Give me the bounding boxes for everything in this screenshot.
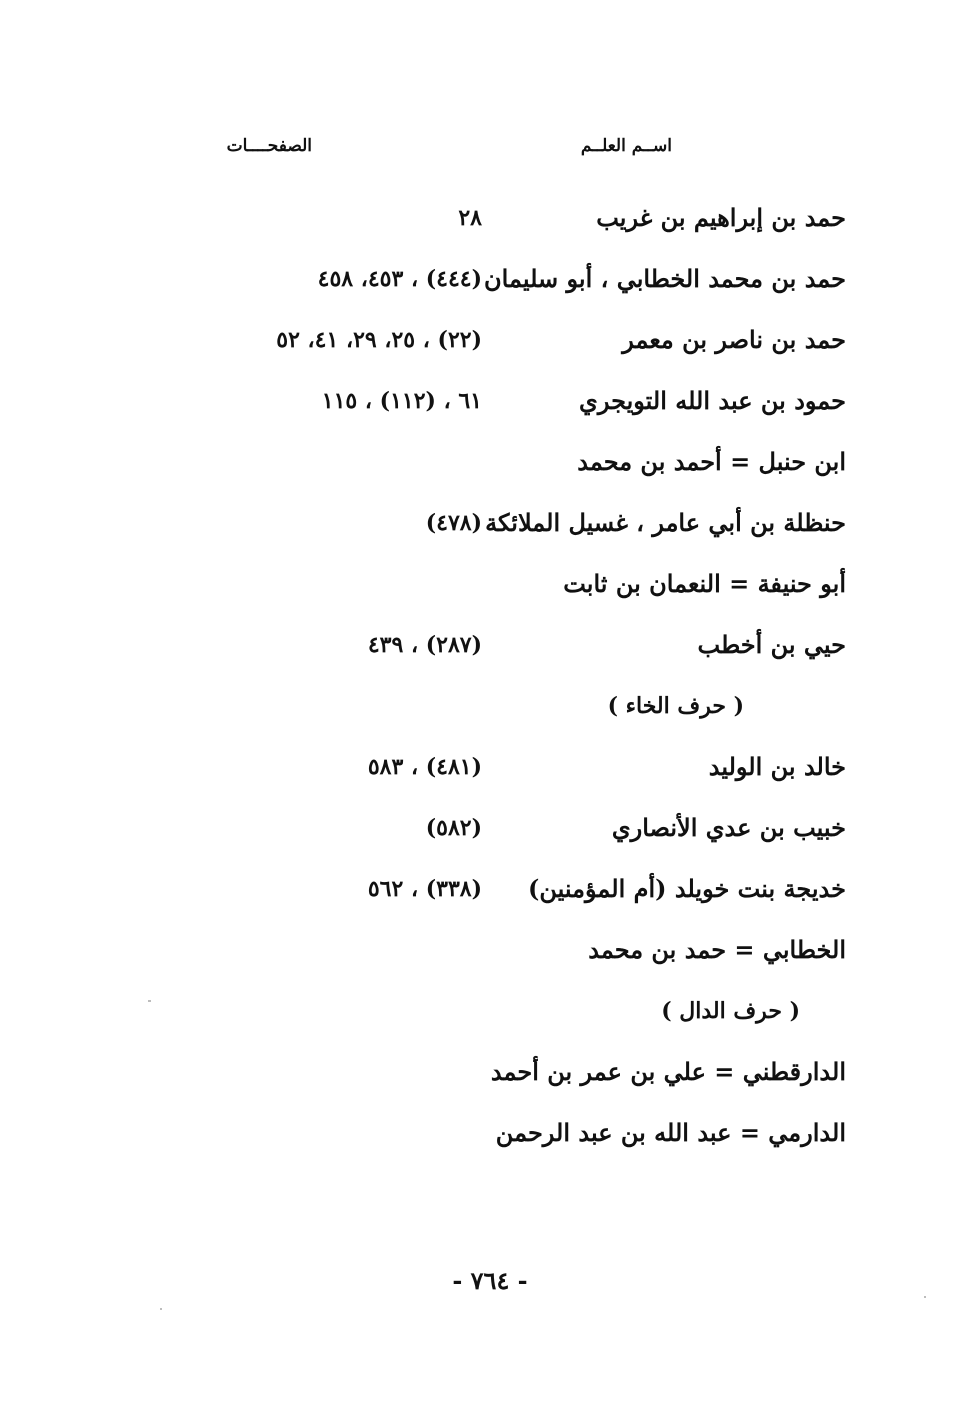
entry-pages: (٢٨٧) ، ٤٣٩ xyxy=(367,632,482,658)
scan-speck xyxy=(160,1308,162,1310)
scan-speck xyxy=(148,1000,151,1002)
column-header-pages: الصفحــــات xyxy=(226,136,312,156)
page-number: - ٧٦٤ - xyxy=(452,1266,528,1295)
entry-name: حنظلة بن أبي عامر ، غسيل الملائكة xyxy=(485,508,846,537)
entry-name: الدارقطني = علي بن عمر بن أحمد xyxy=(490,1057,846,1086)
entry-name: حمد بن ناصر بن معمر xyxy=(622,325,846,354)
index-entry xyxy=(0,867,980,911)
entry-pages: (٢٢) ، ٢٥، ٢٩، ٤١، ٥٢ xyxy=(276,327,482,353)
index-entry xyxy=(0,440,980,484)
entry-name: ابن حنبل = أحمد بن محمد xyxy=(577,447,846,476)
index-entry xyxy=(0,318,980,362)
entry-name: خديجة بنت خويلد (أم المؤمنين) xyxy=(528,874,846,903)
index-entry xyxy=(0,196,980,240)
entry-name: حمود بن عبد الله التويجري xyxy=(579,386,846,415)
index-entry xyxy=(0,928,980,972)
entry-name: حيي بن أخطب xyxy=(697,630,846,659)
entry-name: الدارمي = عبد الله بن عبد الرحمن xyxy=(495,1118,846,1147)
entry-name: خبيب بن عدي الأنصاري xyxy=(611,813,846,842)
index-entry xyxy=(0,806,980,850)
entry-name: أبو حنيفة = النعمان بن ثابت xyxy=(563,569,846,598)
entry-name: الخطابي = حمد بن محمد xyxy=(588,935,846,964)
entry-pages: (٣٣٨) ، ٥٦٢ xyxy=(367,876,482,902)
index-entry xyxy=(0,623,980,667)
section-heading-dal: ( حرف الدال ) xyxy=(661,998,800,1024)
section-heading-kha: ( حرف الخاء ) xyxy=(607,693,744,719)
entry-pages: (٤٧٨) xyxy=(425,510,482,536)
index-entry xyxy=(0,257,980,301)
index-entry xyxy=(0,562,980,606)
entry-name: حمد بن إبراهيم بن غريب xyxy=(596,203,846,232)
index-entry xyxy=(0,379,980,423)
entry-pages: (٤٨١) ، ٥٨٣ xyxy=(367,754,482,780)
scan-speck xyxy=(924,1296,926,1298)
index-entry xyxy=(0,745,980,789)
index-entry xyxy=(0,1050,980,1094)
column-header-name: اســم العلــم xyxy=(580,136,672,156)
entry-name: خالد بن الوليد xyxy=(708,752,846,781)
entry-name: حمد بن محمد الخطابي ، أبو سليمان xyxy=(484,264,846,293)
entry-pages: ٦١ ، (١١٢) ، ١١٥ xyxy=(321,388,482,414)
entry-pages: (٤٤٤) ، ٤٥٣، ٤٥٨ xyxy=(317,266,482,292)
index-entry xyxy=(0,1111,980,1155)
entry-pages: ٢٨ xyxy=(458,205,482,231)
index-entry xyxy=(0,501,980,545)
entry-pages: (٥٨٢) xyxy=(425,815,482,841)
